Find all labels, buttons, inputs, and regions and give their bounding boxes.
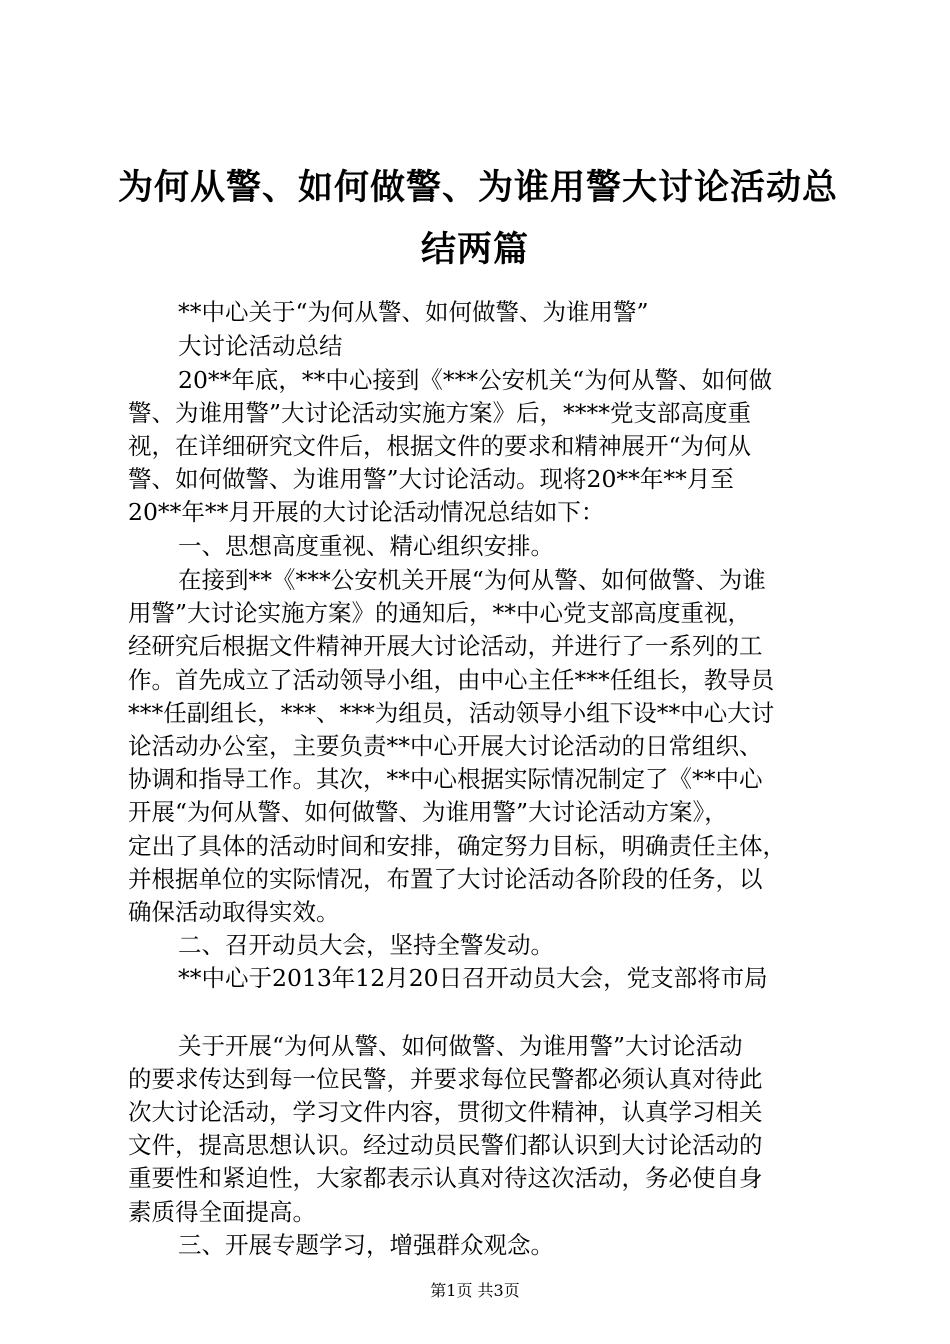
paragraph-line: **中心于2013年12月20日召开动员大会，党支部将市局	[178, 964, 768, 992]
paragraph-line: 确保活动取得实效。	[128, 898, 340, 926]
paragraph-line: 警、如何做警、为谁用警”大讨论活动。现将20**年**月至	[128, 465, 734, 493]
paragraph-line: 在接到**《***公安机关开展“为何从警、如何做警、为谁	[178, 566, 766, 594]
paragraph-line: 文件，提高思想认识。经过动员民警们都认识到大讨论活动的	[128, 1131, 763, 1159]
paragraph-line: 素质得全面提高。	[128, 1198, 316, 1226]
subtitle-line-2: 大讨论活动总结	[178, 332, 343, 360]
paragraph-line: 定出了具体的活动时间和安排，确定努力目标，明确责任主体，	[128, 832, 786, 860]
paragraph-line: 20**年底，**中心接到《***公安机关“为何从警、如何做	[178, 366, 773, 394]
paragraph-line: 关于开展“为何从警、如何做警、为谁用警”大讨论活动	[178, 1032, 743, 1060]
paragraph-line: 用警”大讨论实施方案》的通知后，**中心党支部高度重视，	[128, 599, 752, 627]
section-heading-2: 二、召开动员大会，坚持全警发动。	[178, 931, 554, 959]
section-heading-1: 一、思想高度重视、精心组织安排。	[178, 532, 554, 560]
paragraph-line: 次大讨论活动，学习文件内容，贯彻文件精神，认真学习相关	[128, 1098, 763, 1126]
paragraph-line: 警、为谁用警”大讨论活动实施方案》后，****党支部高度重	[128, 399, 752, 427]
paragraph-line: 论活动办公室，主要负责**中心开展大讨论活动的日常组织、	[128, 732, 763, 760]
paragraph-line: 协调和指导工作。其次，**中心根据实际情况制定了《**中心	[128, 765, 763, 793]
paragraph-line: 视，在详细研究文件后，根据文件的要求和精神展开“为何从	[128, 432, 752, 460]
paragraph-line: 的要求传达到每一位民警，并要求每位民警都必须认真对待此	[128, 1065, 763, 1093]
document-title-line-2: 结两篇	[420, 229, 529, 270]
document-title-line-1: 为何从警、如何做警、为谁用警大讨论活动总	[118, 167, 839, 208]
paragraph-line: ***任副组长，***、***为组员，活动领导小组下设**中心大讨	[128, 699, 775, 727]
paragraph-line: 重要性和紧迫性，大家都表示认真对待这次活动，务必使自身	[128, 1164, 763, 1192]
paragraph-line: 开展“为何从警、如何做警、为谁用警”大讨论活动方案》，	[128, 798, 728, 826]
paragraph-line: 并根据单位的实际情况，布置了大讨论活动各阶段的任务，以	[128, 865, 763, 893]
paragraph-line: 作。首先成立了活动领导小组，由中心主任***任组长，教导员	[128, 666, 775, 694]
subtitle-line-1: **中心关于“为何从警、如何做警、为谁用警”	[178, 298, 649, 326]
paragraph-line: 经研究后根据文件精神开展大讨论活动，并进行了一系列的工	[128, 632, 763, 660]
page-footer: 第1页 共3页	[430, 1281, 520, 1300]
paragraph-line: 20**年**月开展的大讨论活动情况总结如下：	[128, 498, 605, 526]
section-heading-3: 三、开展专题学习，增强群众观念。	[178, 1231, 554, 1259]
